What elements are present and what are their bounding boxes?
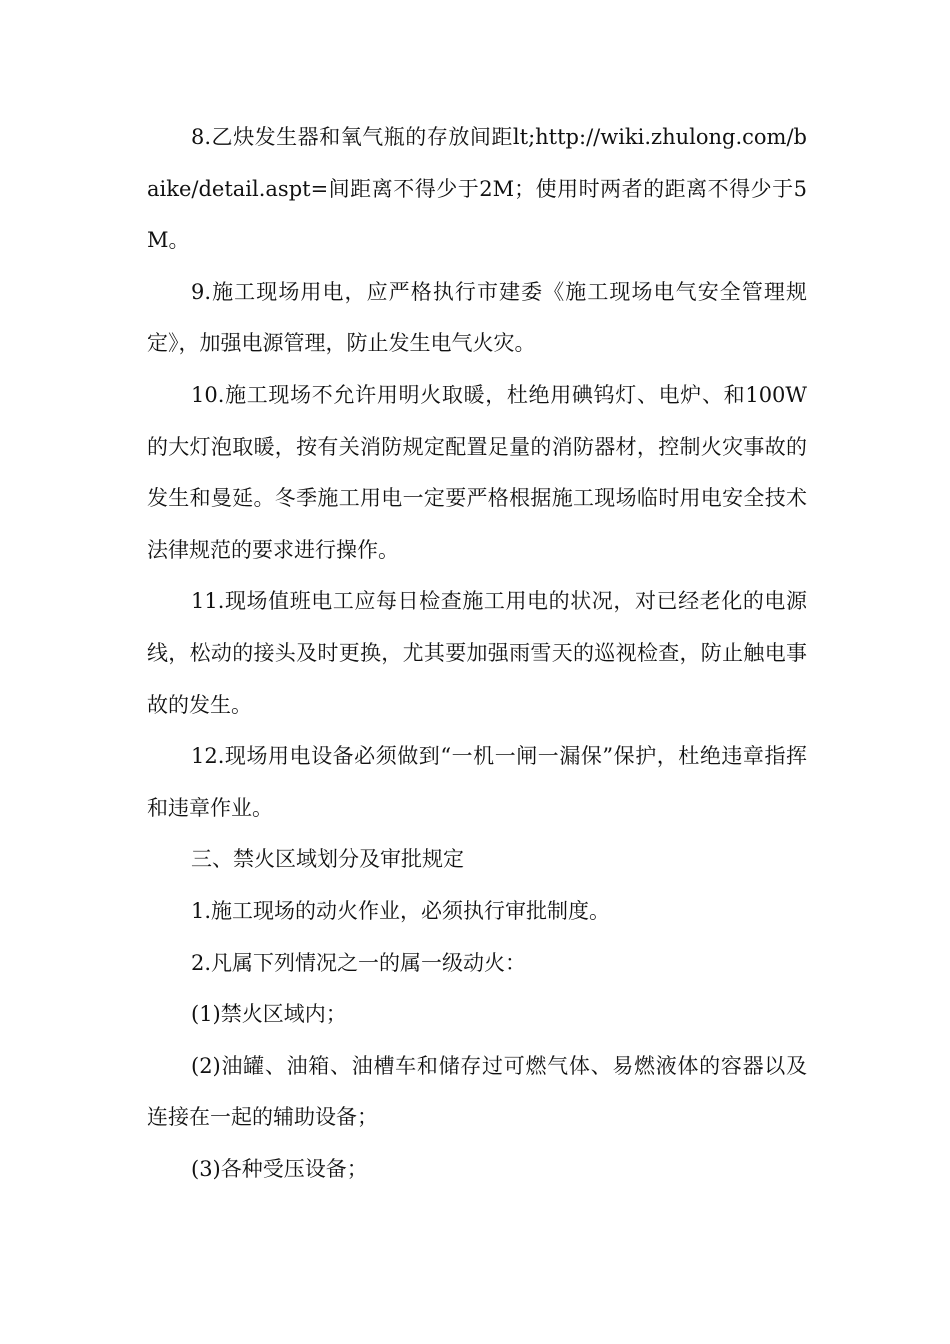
document-body [147,112,807,1195]
paragraph-item-2: 2.凡属下列情况之一的属一级动火： [191,950,527,975]
sub-item-3: (3)各种受压设备； [191,1156,368,1181]
paragraph-item-10: 10.施工现场不允许用明火取暖，杜绝用碘钨灯、电炉、和100W的大灯泡取暖，按有关消防规定配置足量的消防器材，控制火灾事故的发生和曼延。冬季施工用电一定要严格根据施工现场临时用电安全技术法律规范的要求进行操作。 [147,382,807,562]
paragraph-item-9: 9.施工现场用电，应严格执行市建委《施工现场电气安全管理规定》，加强电源管理，防止发生电气火灾。 [147,279,807,356]
sub-item-1: (1)禁火区域内； [191,1002,347,1027]
paragraph-item-8: 8.乙炔发生器和氧气瓶的存放间距lt;http://wiki.zhulong.com/baike/detail.aspt=间距离不得少于2M；使用时两者的距离不得少于5M。 [147,125,807,253]
sub-item-2: (2)油罐、油箱、油槽车和储存过可燃气体、易燃液体的容器以及连接在一起的辅助设备； [147,1053,807,1130]
paragraph-item-12: 12.现场用电设备必须做到“一机一闸一漏保”保护，杜绝违章指挥和违章作业。 [147,744,807,820]
paragraph-item-11: 11.现场值班电工应每日检查施工用电的状况，对已经老化的电源线，松动的接头及时更换，尤其要加强雨雪天的巡视检查，防止触电事故的发生。 [147,589,807,717]
section-heading: 三、禁火区域划分及审批规定 [191,847,464,872]
paragraph-item-1: 1.施工现场的动火作业，必须执行审批制度。 [191,898,611,923]
